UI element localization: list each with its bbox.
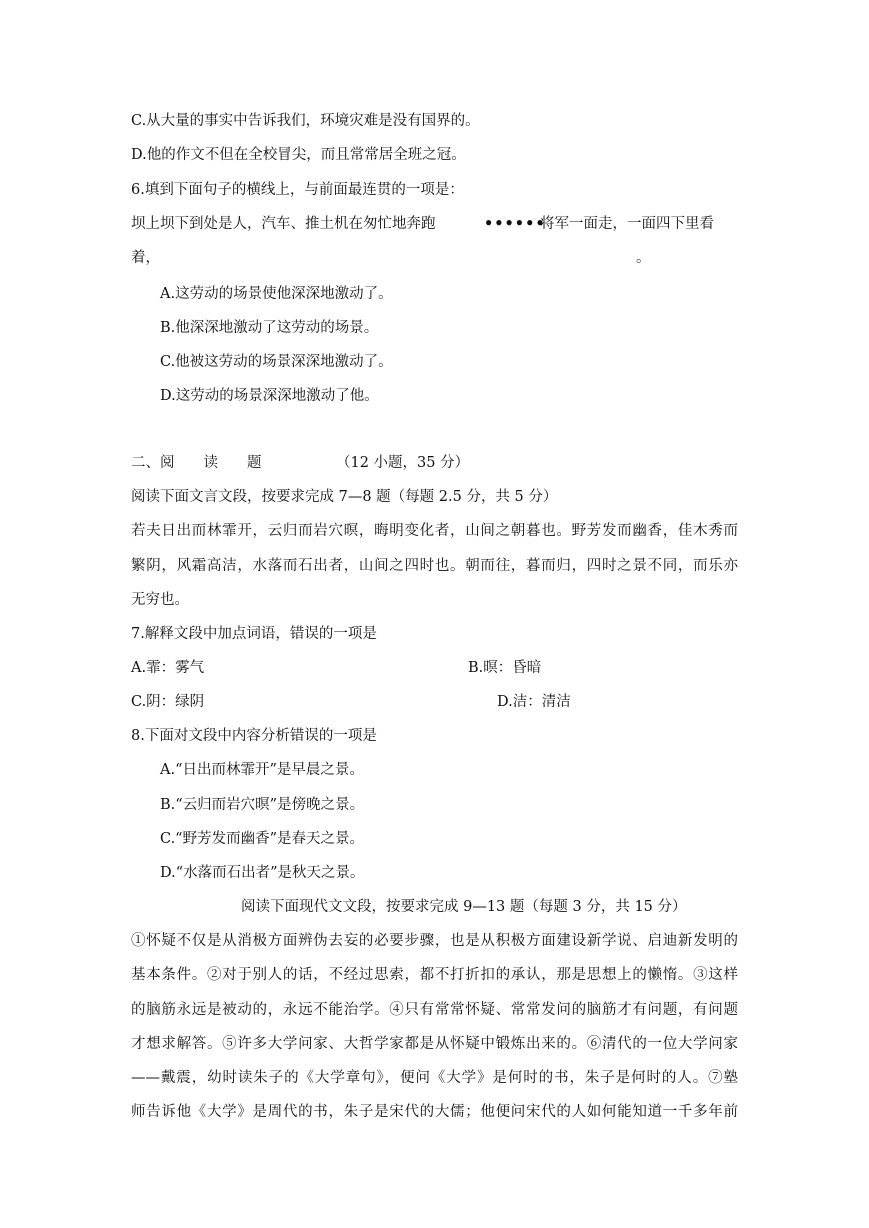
question-7-option-d: D.洁：清洁 <box>497 694 571 710</box>
option-c-line: C.从大量的事实中告诉我们，环境灾难是没有国界的。 <box>131 113 480 129</box>
question-6-option-d: D.这劳动的场景深深地激动了他。 <box>160 388 379 404</box>
modern-passage-line-1: ①怀疑不仅是从消极方面辨伪去妄的必要步骤，也是从积极方面建设新学说、启迪新发明的 <box>131 933 738 949</box>
question-7-option-c: C.阴：绿阴 <box>131 694 205 710</box>
question-6-option-a: A.这劳动的场景使他深深地激动了。 <box>160 286 393 302</box>
modern-intro: 阅读下面现代文文段，按要求完成 9—13 题（每题 3 分，共 15 分） <box>241 899 687 915</box>
question-7-option-a: A.霏：雾气 <box>131 660 205 676</box>
question-6-ellipsis: •••••• <box>484 215 546 232</box>
question-8-option-a: A.“日出而林霏开”是早晨之景。 <box>160 762 364 778</box>
question-6-option-b: B.他深深地激动了这劳动的场景。 <box>160 320 379 336</box>
modern-passage-line-2: 基本条件。②对于别人的话，不经过思索，都不打折扣的承认，那是思想上的懒惰。③这样 <box>131 967 738 983</box>
question-6-title: 6.填到下面句子的横线上，与前面最连贯的一项是： <box>131 182 464 198</box>
question-6-option-c: C.他被这劳动的场景深深地激动了。 <box>160 354 393 370</box>
classical-passage-line-1: 若夫日出而林霏开，云归而岩穴暝，晦明变化者，山间之朝暮也。野芳发而幽香，佳木秀而 <box>131 523 738 539</box>
classical-passage-line-2: 繁阴，风霜高洁，水落而石出者，山间之四时也。朝而往，暮而归，四时之景不同，而乐亦 <box>131 558 738 574</box>
question-8-title: 8.下面对文段中内容分析错误的一项是 <box>131 728 377 744</box>
classical-passage-line-3: 无穷也。 <box>131 592 189 608</box>
question-6-stem-part-c: 着， <box>131 250 160 266</box>
question-6-stem-part-b: 将军一面走，一面四下里看 <box>540 216 714 232</box>
modern-passage-line-3: 的脑筋永远是被动的，永远不能治学。④只有常常怀疑、常常发问的脑筋才有问题，有问题 <box>131 1002 738 1018</box>
question-6-stem-part-a: 坝上坝下到处是人，汽车、推土机在匆忙地奔跑 <box>131 216 436 232</box>
question-8-option-b: B.“云归而岩穴暝”是傍晚之景。 <box>160 797 365 813</box>
question-7-title: 7.解释文段中加点词语，错误的一项是 <box>131 626 377 642</box>
question-6-blank-end: 。 <box>636 250 651 266</box>
section-2-info: （12 小题，35 分） <box>336 455 470 471</box>
option-d-line: D.他的作文不但在全校冒尖，而且常常居全班之冠。 <box>131 147 466 163</box>
modern-passage-line-4: 才想求解答。⑤许多大学问家、大哲学家都是从怀疑中锻炼出来的。⑥清代的一位大学问家 <box>131 1036 738 1052</box>
modern-passage-line-5: ——戴震，幼时读朱子的《大学章句》，便问《大学》是何时的书，朱子是何时的人。⑦塾 <box>131 1070 738 1086</box>
question-8-option-c: C.“野芳发而幽香”是春天之景。 <box>160 831 365 847</box>
question-7-option-b: B.暝：昏暗 <box>468 660 542 676</box>
question-8-option-d: D.“水落而石出者”是秋天之景。 <box>160 865 365 881</box>
classical-intro: 阅读下面文言文段，按要求完成 7—8 题（每题 2.5 分，共 5 分） <box>131 489 558 505</box>
modern-passage-line-6: 师告诉他《大学》是周代的书，朱子是宋代的大儒；他便问宋代的人如何能知道一千多年前 <box>131 1104 738 1120</box>
section-2-title: 二、阅 读 题 <box>131 455 262 471</box>
